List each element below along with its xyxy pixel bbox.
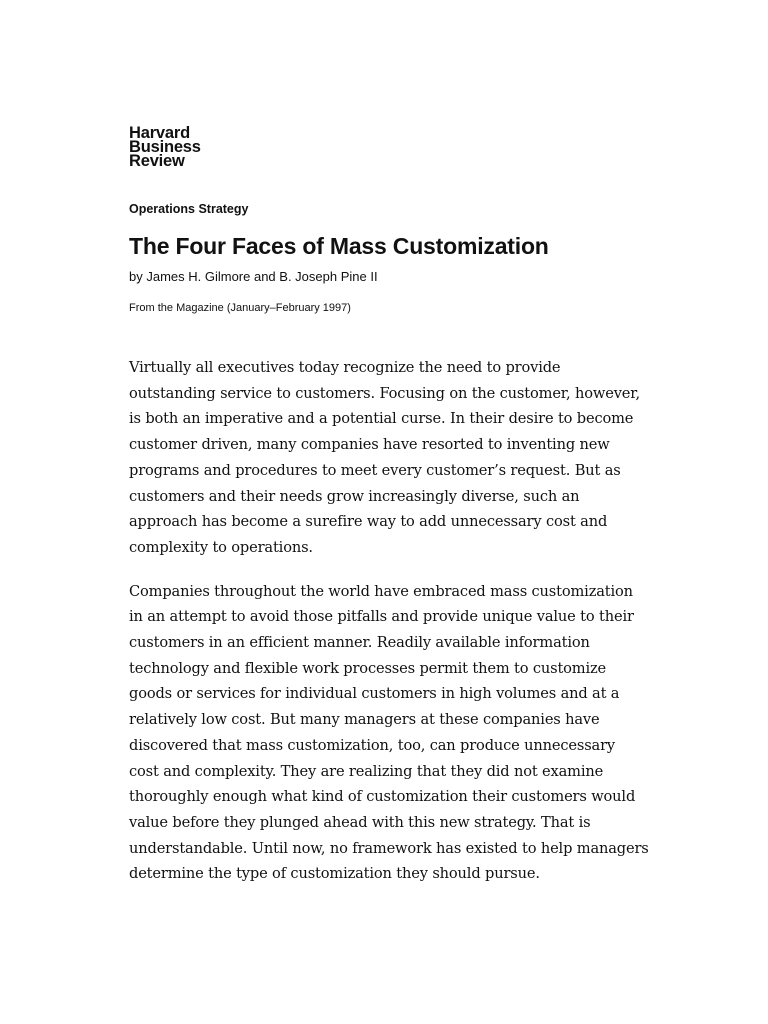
logo-line-1: Harvard	[129, 124, 190, 142]
article-body	[129, 355, 649, 887]
body-paragraph-1: Virtually all executives today recognize the need to provide outstanding service to customers. Focusing on the customer, however, is both an imperative and a potential curse. In their desire to become customer driven, many companies have resorted to inventing new programs and procedures to meet every customer’s request. But as customers and their needs grow increasingly diverse, such an approach has become a surefire way to add unnecessary cost and complexity to operations.	[129, 359, 641, 556]
article-page	[129, 126, 649, 905]
author-byline: by James H. Gilmore and B. Joseph Pine II	[129, 269, 378, 284]
logo-line-3: Review	[129, 152, 185, 170]
logo-line-2: Business	[129, 138, 201, 156]
hbr-logo[interactable]	[129, 126, 649, 168]
article-title: The Four Faces of Mass Customization	[129, 233, 549, 259]
body-paragraph-2: Companies throughout the world have embraced mass customization in an attempt to avoid those pitfalls and provide unique value to their customers in an efficient manner. Readily available information technology and flexible work processes permit them to customize goods or services for individual customers in high volumes and at a relatively low cost. But many managers at these companies have discovered that mass customization, too, can produce unnecessary cost and complexity. They are realizing that they did not examine thoroughly enough what kind of customization their customers would value before they plunged ahead with this new strategy. That is understandable. Until now, no framework has existed to help managers determine the type of customization they should pursue.	[129, 582, 649, 883]
publication-source: From the Magazine (January–February 1997)	[129, 302, 351, 314]
section-label[interactable]: Operations Strategy	[129, 202, 249, 216]
